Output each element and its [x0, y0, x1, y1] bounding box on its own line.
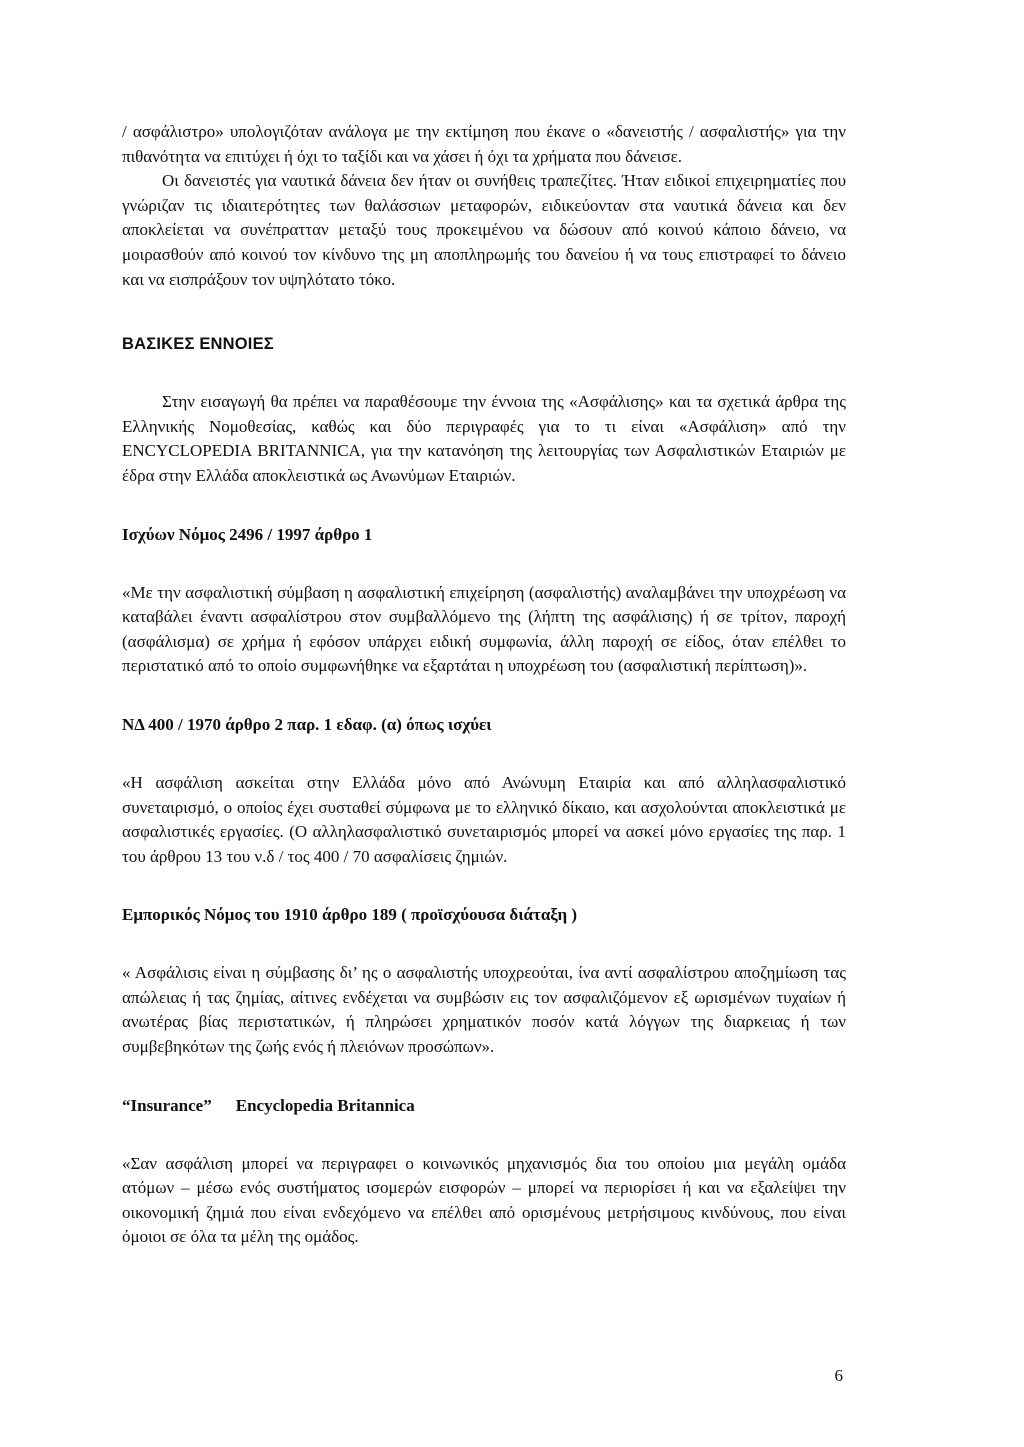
britannica-text: «Σαν ασφάλιση μπορεί να περιγραφει ο κοινωνικός μηχανισμός δια του οποίου μια μεγάλη ομάδα ατόμων – μέσω ενός συστήματος ισομερών εισφορών – μπορεί να περιορίσει ή και να εξαλείψει την οικονομική ζημιά που είναι ενδεχόμενο να επέλθει από ορισμένους μετρήσιμους κινδύνους, που είναι όμοιοι σε όλα τα μέλη της ομάδος. — [122, 1153, 846, 1247]
nd-400-heading: ΝΔ 400 / 1970 άρθρο 2 παρ. 1 εδαφ. (α) όπως ισχύει — [122, 714, 492, 734]
basic-concepts-text: Στην εισαγωγή θα πρέπει να παραθέσουμε την έννοια της «Ασφάλισης» και τα σχετικά άρθρα της Ελληνικής Νομοθεσίας, καθώς και δύο περιγραφές για το τι είναι «Ασφάλιση» από την ENCYCLOPEDIA BRITANNICA, για την κατανόηση της λειτουργίας των Ασφαλιστικών Εταιριών με έδρα στην Ελλάδα αποκλειστικά ως Ανωνύμων Εταιριών. — [122, 392, 846, 485]
intro-paragraph-2: Οι δανειστές για ναυτικά δάνεια δεν ήταν οι συνήθεις τραπεζίτες. Ήταν ειδικοί επιχειρηματίες που γνώριζαν τις ιδιαιτερότητες των θαλάσσιων μεταφορών, ειδικεύονταν στα ναυτικά δάνεια και δεν αποκλείεται να συνέπρατταν μεταξύ τους προκειμένου να δώσουν από κοινού κάποιο δάνειο, να μοιρασθούν από κοινού τον κίνδυνο της μη αποπληρωμής του δανείου ή να τους επιστραφεί το δάνειο και να εισπράξουν τον υψηλότατο τόκο. — [122, 171, 846, 289]
britannica-heading — [122, 1094, 846, 1118]
law-2496-text: «Με την ασφαλιστική σύμβαση η ασφαλιστική επιχείρηση (ασφαλιστής) αναλαμβάνει την υποχρέωση να καταβάλει έναντι ασφαλίστρου στον συμβαλλόμενο της (λήπτη της ασφάλισης) ή σε τρίτον, παροχή (ασφάλισμα) σε χρήμα ή εφόσον υπάρχει ειδική συμφωνία, άλλη παροχή σε είδος, όταν επέλθει το περιστατικό από το οποίο συμφωνήθηκε να εξαρτάται η υποχρέωση του (ασφαλιστική περίπτωση)». — [122, 582, 846, 676]
nd-400-text: «Η ασφάλιση ασκείται στην Ελλάδα μόνο από Ανώνυμη Εταιρία και από αλληλασφαλιστικό συνεταιρισμό, ο οποίος έχει συσταθεί σύμφωνα με το ελληνικό δίκαιο, και ασχολούνται αποκλειστικά με ασφαλιστικές εργασίες. (Ο αλληλασφαλιστικό συνεταιρισμός μπορεί να ασκεί μόνο εργασίες της παρ. 1 του άρθρου 13 του ν.δ / τος 400 / 70 ασφαλίσεις ζημιών. — [122, 772, 846, 866]
law-2496-heading: Ισχύων Νόμος 2496 / 1997 άρθρο 1 — [122, 524, 373, 544]
commercial-law-heading: Εμπορικός Νόμος του 1910 άρθρο 189 ( προϊσχύουσα διάταξη ) — [122, 905, 578, 925]
intro-paragraph-1: / ασφάλιστρο» υπολογιζόταν ανάλογα με την εκτίμηση που έκανε ο «δανειστής / ασφαλιστής» για την πιθανότητα να επιτύχει ή όχι το ταξίδι και να χάσει ή όχι τα χρήματα που δάνεισε. — [122, 122, 846, 166]
britannica-heading-term: “Insurance” — [122, 1095, 212, 1115]
document-page — [122, 120, 846, 1250]
britannica-heading-source: Encyclopedia Britannica — [235, 1095, 415, 1115]
commercial-law-text: « Ασφάλισις είναι η σύμβασης δι’ ης ο ασφαλιστής υποχρεούται, ίνα αντί ασφαλίστρου αποζημίωση τας απώλειας ή τας ζημίας, αίτινες ενδέχεται να συμβώσιν εις τον ασφαλιζόμενον εξ ωρισμένων τυχαίων ή ανωτέρας βίας περιστατικών, ή πληρώσει χρηματικόν ποσόν κατά λόγγων της διαρκειας ή των συμβεβηκότων της ζωής ενός ή πλειόνων προσώπων». — [122, 963, 846, 1057]
page-number: 6 — [834, 1366, 843, 1385]
basic-concepts-heading: ΒΑΣΙΚΕΣ ΕΝΝΟΙΕΣ — [122, 335, 274, 354]
